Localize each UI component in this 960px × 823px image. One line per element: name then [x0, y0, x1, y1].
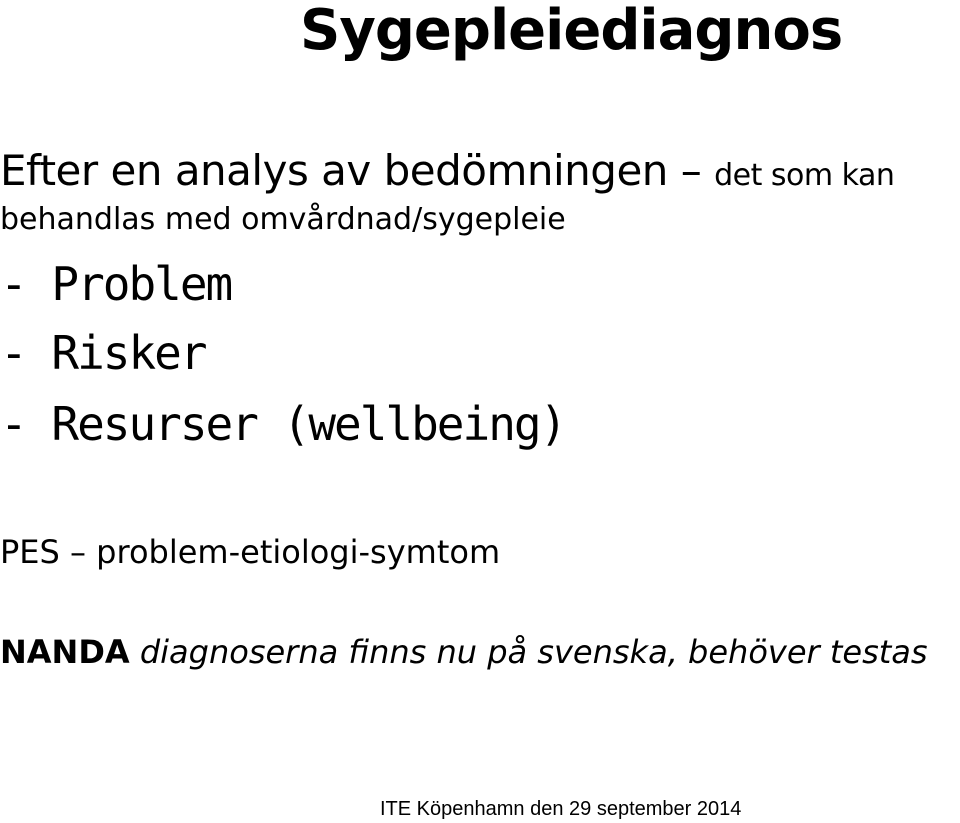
slide-title: Sygepleiediagnos [300, 0, 843, 63]
list-item-risker: - Risker [0, 326, 206, 380]
list-item-resurser: - Resurser (wellbeing) [0, 397, 566, 451]
intro-line-2: behandlas med omvårdnad/sygepleie [0, 202, 566, 237]
intro-main-text: Efter en analys av bedömningen – [0, 146, 715, 195]
slide-footer: ITE Köpenhamn den 29 september 2014 [380, 798, 742, 820]
list-item-problem: - Problem [0, 257, 232, 311]
nanda-text: diagnoserna finns nu på svenska, behöver testas [129, 633, 928, 671]
nanda-line [0, 630, 928, 674]
nanda-label: NANDA [0, 633, 130, 671]
intro-line-1 [0, 146, 894, 201]
intro-tail-text: det som kan [714, 158, 895, 193]
pes-line: PES – problem-etiologi-symtom [0, 533, 501, 571]
